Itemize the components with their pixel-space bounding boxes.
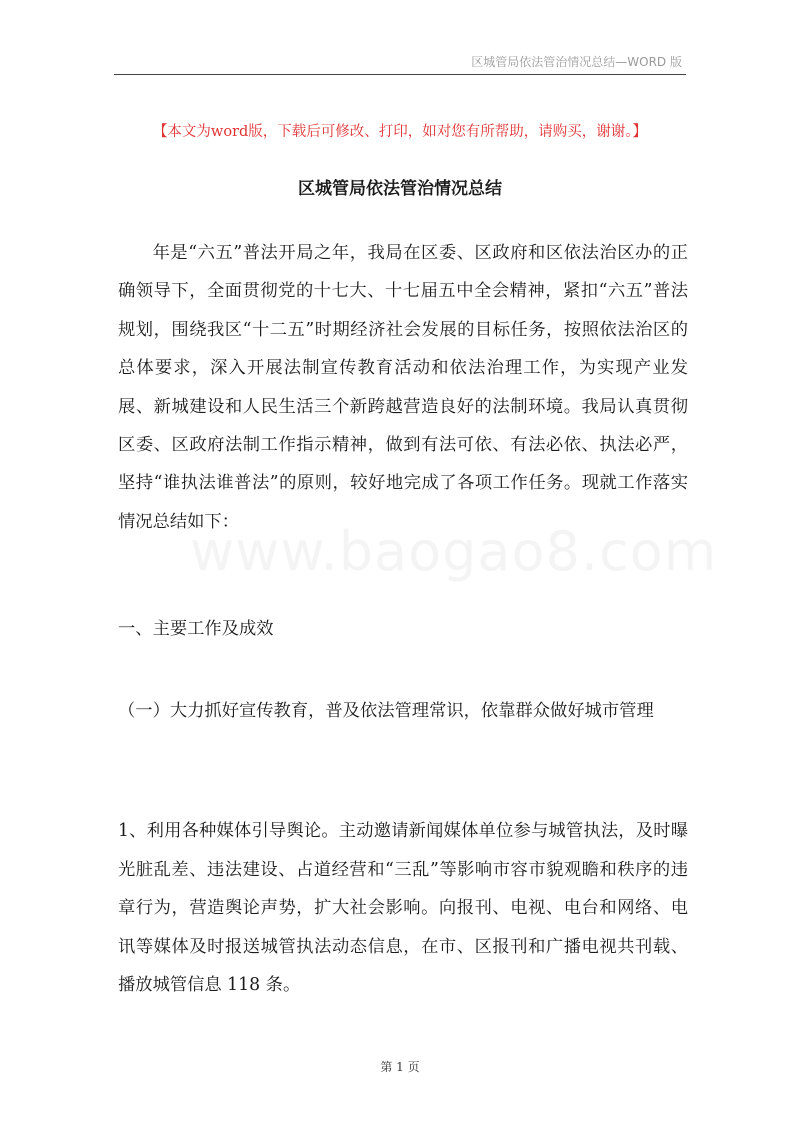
intro-paragraph: 年是“六五”普法开局之年，我局在区委、区政府和区依法治区办的正确领导下，全面贯彻党的十七大、十七届五中全会精神，紧扣“六五”普法规划，围绕我区“十二五”时期经济社会发展的目标任务，按照依法治区的总体要求，深入开展法制宣传教育活动和依法治理工作，为实现产业发展、新城建设和人民生活三个新跨越营造良好的法制环境。我局认真贯彻区委、区政府法制工作指示精神，做到有法可依、有法必依、执法必严，坚持“谁执法谁普法”的原则，较好地完成了各项工作任务。现就工作落实情况总结如下： [118,243,688,532]
purchase-notice: 【本文为word版，下载后可修改、打印，如对您有所帮助，请购买，谢谢。】 [152,124,648,140]
section-heading: 一、主要工作及成效 [118,619,274,639]
sub-heading: （一）大力抓好宣传教育，普及依法管理常识，依靠群众做好城市管理 [118,701,654,721]
header-divider [114,74,686,75]
page-header-title: 区城管局依法管治情况总结—WORD 版 [471,55,682,69]
page-number: 第 1 页 [380,1060,420,1074]
item-paragraph: 1、利用各种媒体引导舆论。主动邀请新闻媒体单位参与城管执法，及时曝光脏乱差、违法建设、占道经营和“三乱”等影响市容市貌观瞻和秩序的违章行为，营造舆论声势，扩大社会影响。向报刊、电视、电台和网络、电讯等媒体及时报送城管执法动态信息，在市、区报刊和广播电视共刊载、播放城管信息 118 条。 [118,821,688,995]
document-title: 区城管局依法管治情况总结 [298,179,502,199]
